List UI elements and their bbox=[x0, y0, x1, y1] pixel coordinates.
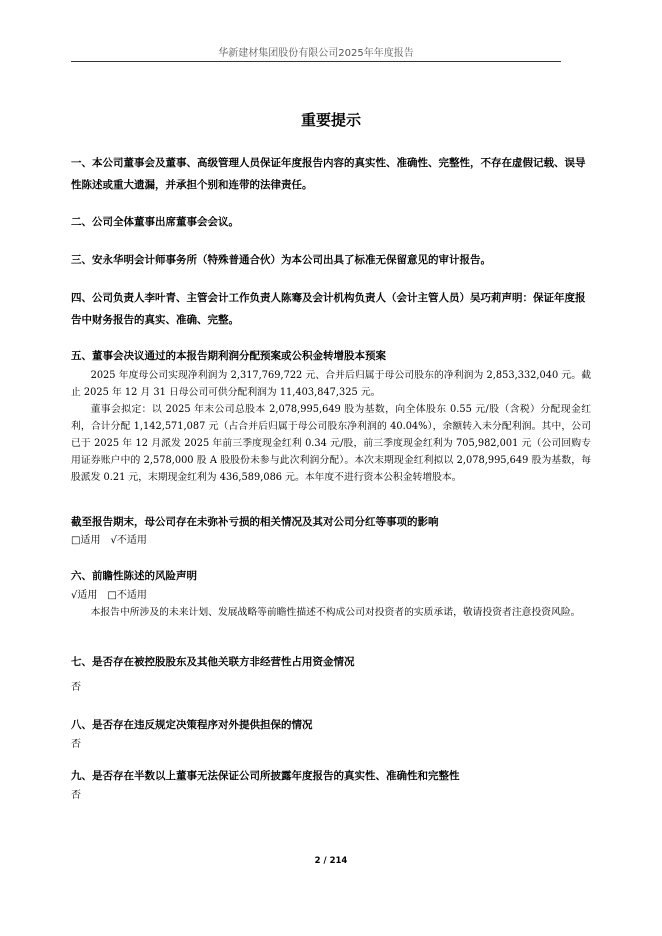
section-6-title: 六、前瞻性陈述的风险声明 bbox=[71, 570, 197, 582]
section-2 bbox=[71, 211, 591, 233]
section-6-options: √适用 □不适用 bbox=[71, 590, 147, 601]
section-7 bbox=[71, 651, 591, 696]
section-5-paragraph-1: 2025 年度母公司实现净利润为 2,317,769,722 元、合并后归属于母公司股东的净利润为 2,853,332,040 元。截止 2025 年 12 月 31 日母公司可供分配利润为 11,403,847,325 元。 bbox=[71, 370, 591, 398]
section-1-text: 一、本公司董事会及董事、高级管理人员保证年度报告内容的真实性、准确性、完整性，不存在虚假记载、误导性陈述或重大遗漏，并承担个别和连带的法律责任。 bbox=[71, 157, 586, 191]
section-4-text: 四、公司负责人李叶青、主管会计工作负责人陈骞及会计机构负责人（会计主管人员）吴巧莉声明：保证年度报告中财务报告的真实、准确、完整。 bbox=[71, 292, 586, 326]
section-5-paragraph-2: 董事会拟定：以 2025 年末公司总股本 2,078,995,649 股为基数，向全体股东 0.55 元/股（含税）分配现金红利，合计分配 1,142,571,087 元（占合并后归属于母公司股东净利润的 40.04%），余额转入未分配利润。其中，公司已于 2025 年 12 月派发 2025 年前三季度现金红利 0.34 元/股，前三季度现金红利为 705,982,001 元（公司回购专用证券账户中的 2,578,000 股 A 股股份未参与此次利润分配）。本次末期现金红利拟以 2,078,995,649 股为基数，每股派发 0.21 元，末期现金红利为 436,589,086 元。本年度不进行资本公积金转增股本。 bbox=[71, 404, 591, 483]
section-5 bbox=[71, 345, 591, 486]
section-8-title: 八、是否存在违反规定决策程序对外提供担保的情况 bbox=[71, 719, 313, 731]
section-5-title: 五、董事会决议通过的本报告期利润分配预案或公积金转增股本预案 bbox=[71, 350, 386, 362]
page-title: 重要提示 bbox=[300, 111, 361, 129]
section-6-paragraph: 本报告中所涉及的未来计划、发展战略等前瞻性描述不构成公司对投资者的实质承诺，敬请投资者注意投资风险。 bbox=[90, 607, 581, 618]
deficit-title: 截至报告期末，母公司存在未弥补亏损的相关情况及其对公司分红等事项的影响 bbox=[71, 516, 439, 528]
deficit-options: □适用 √不适用 bbox=[71, 535, 147, 546]
deficit-section bbox=[71, 513, 591, 549]
section-3-text: 三、安永华明会计师事务所（特殊普通合伙）为本公司出具了标准无保留意见的审计报告。 bbox=[71, 254, 491, 266]
section-4 bbox=[71, 287, 591, 331]
page-number: 2 / 214 bbox=[314, 856, 348, 866]
section-9-title: 九、是否存在半数以上董事无法保证公司所披露年度报告的真实性、准确性和完整性 bbox=[71, 770, 460, 782]
running-header: 华新建材集团股份有限公司2025年年度报告 bbox=[218, 48, 414, 59]
section-6 bbox=[71, 565, 591, 621]
section-1 bbox=[71, 152, 591, 196]
section-7-title: 七、是否存在被控股股东及其他关联方非经营性占用资金情况 bbox=[71, 656, 355, 668]
section-7-answer: 否 bbox=[71, 682, 81, 693]
section-9 bbox=[71, 765, 591, 804]
section-2-text: 二、公司全体董事出席董事会会议。 bbox=[71, 216, 239, 228]
section-8-answer: 否 bbox=[71, 739, 81, 750]
section-3 bbox=[71, 249, 591, 271]
header-rule bbox=[71, 61, 561, 62]
section-9-answer: 否 bbox=[71, 790, 81, 801]
section-8 bbox=[71, 714, 591, 753]
